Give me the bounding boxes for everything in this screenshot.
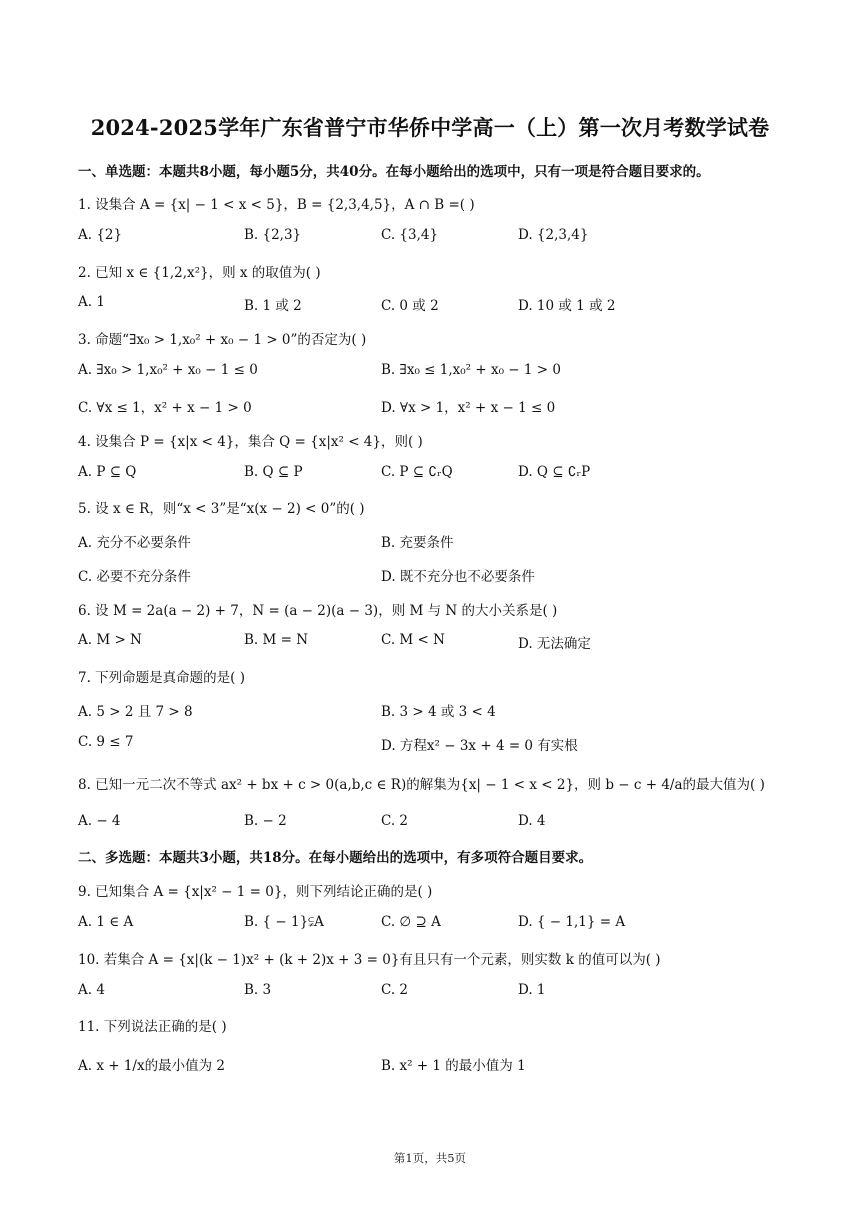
- q7-option-d: D. 方程x² − 3x + 4 = 0 有实根: [381, 738, 578, 754]
- q7-option-b: B. 3 > 4 或 3 < 4: [381, 704, 496, 720]
- question-9: 9. 已知集合 A = {x|x² − 1 = 0}，则下列结论正确的是( ): [78, 884, 433, 900]
- q3-option-d: D. ∀x > 1，x² + x − 1 ≤ 0: [381, 400, 556, 416]
- question-7: 7. 下列命题是真命题的是( ): [78, 670, 245, 686]
- q2-option-a: A. 1: [78, 294, 105, 310]
- q5-option-b: B. 充要条件: [381, 535, 454, 551]
- q4-option-d: D. Q ⊆ ∁ᵣP: [518, 464, 591, 480]
- question-1: 1. 设集合 A = {x| − 1 < x < 5}，B = {2,3,4,5}，A ∩ B =( ): [78, 197, 475, 213]
- q2-option-d: D. 10 或 1 或 2: [518, 298, 616, 314]
- section-multiple-choice: 二、多选题：本题共3小题，共18分。在每小题给出的选项中，有多项符合题目要求。: [78, 850, 593, 866]
- q1-option-a: A. {2}: [78, 227, 123, 243]
- q2-option-c: C. 0 或 2: [381, 298, 439, 314]
- q5-option-c: C. 必要不充分条件: [78, 569, 191, 585]
- q1-option-d: D. {2,3,4}: [518, 227, 589, 243]
- q8-option-c: C. 2: [381, 813, 409, 829]
- q8-option-d: D. 4: [518, 813, 546, 829]
- q5-option-d: D. 既不充分也不必要条件: [381, 569, 535, 585]
- q1-option-c: C. {3,4}: [381, 227, 439, 243]
- q9-option-a: A. 1 ∈ A: [78, 914, 134, 930]
- q3-option-c: C. ∀x ≤ 1，x² + x − 1 > 0: [78, 400, 252, 416]
- question-2: 2. 已知 x ∈ {1,2,x²}，则 x 的取值为( ): [78, 265, 321, 281]
- q4-option-b: B. Q ⊆ P: [244, 464, 303, 480]
- q11-option-a: A. x + 1/x的最小值为 2: [78, 1058, 225, 1074]
- q3-option-b: B. ∃x₀ ≤ 1,x₀² + x₀ − 1 > 0: [381, 362, 561, 378]
- question-6: 6. 设 M = 2a(a − 2) + 7，N = (a − 2)(a − 3)，则 M 与 N 的大小关系是( ): [78, 603, 558, 619]
- q6-option-a: A. M > N: [78, 632, 142, 648]
- q2-option-b: B. 1 或 2: [244, 298, 302, 314]
- q8-option-a: A. − 4: [78, 813, 121, 829]
- page-footer: 第1页，共5页: [393, 1151, 467, 1165]
- question-11: 11. 下列说法正确的是( ): [78, 1019, 227, 1035]
- q4-option-a: A. P ⊆ Q: [78, 464, 137, 480]
- q8-option-b: B. − 2: [244, 813, 287, 829]
- question-3: 3. 命题“∃x₀ > 1,x₀² + x₀ − 1 > 0”的否定为( ): [78, 332, 367, 348]
- q10-option-d: D. 1: [518, 982, 546, 998]
- question-5: 5. 设 x ∈ R，则“x < 3”是“x(x − 2) < 0”的( ): [78, 501, 365, 517]
- q9-option-c: C. ∅ ⊇ A: [381, 914, 441, 930]
- question-8: 8. 已知一元二次不等式 ax² + bx + c > 0(a,b,c ∈ R)的解集为{x| − 1 < x < 2}，则 b − c + 4/a的最大值为( ): [78, 777, 765, 793]
- q7-option-c: C. 9 ≤ 7: [78, 734, 134, 750]
- section-single-choice: 一、单选题：本题共8小题，每小题5分，共40分。在每小题给出的选项中，只有一项是符合题目要求的。: [78, 164, 710, 180]
- q1-option-b: B. {2,3}: [244, 227, 302, 243]
- q3-option-a: A. ∃x₀ > 1,x₀² + x₀ − 1 ≤ 0: [78, 362, 258, 378]
- q10-option-c: C. 2: [381, 982, 409, 998]
- q4-option-c: C. P ⊆ ∁ᵣQ: [381, 464, 453, 480]
- q9-option-d: D. { − 1,1} = A: [518, 914, 626, 930]
- q6-option-c: C. M < N: [381, 632, 445, 648]
- q6-option-b: B. M = N: [244, 632, 309, 648]
- q7-option-a: A. 5 > 2 且 7 > 8: [78, 704, 193, 720]
- question-10: 10. 若集合 A = {x|(k − 1)x² + (k + 2)x + 3 = 0}有且只有一个元素，则实数 k 的值可以为( ): [78, 952, 661, 968]
- q10-option-b: B. 3: [244, 982, 272, 998]
- q11-option-b: B. x² + 1 的最小值为 1: [381, 1058, 526, 1074]
- q10-option-a: A. 4: [78, 982, 105, 998]
- question-4: 4. 设集合 P = {x|x < 4}，集合 Q = {x|x² < 4}，则( ): [78, 434, 423, 450]
- q5-option-a: A. 充分不必要条件: [78, 535, 191, 551]
- q6-option-d: D. 无法确定: [518, 636, 591, 652]
- exam-title: 2024-2025学年广东省普宁市华侨中学高一（上）第一次月考数学试卷: [90, 115, 770, 140]
- q9-option-b: B. { − 1}⫋A: [244, 914, 324, 930]
